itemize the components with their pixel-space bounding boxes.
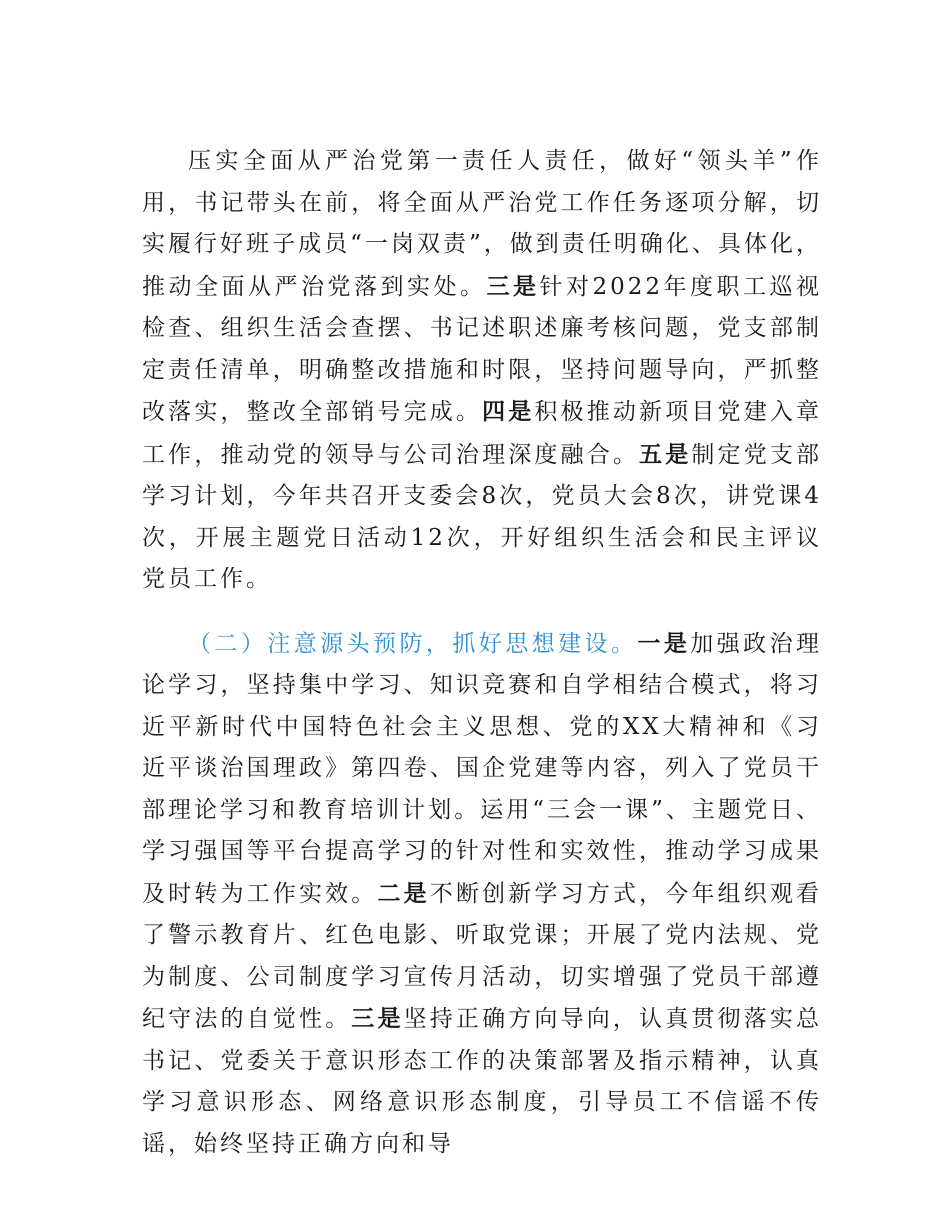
lead-marker-three: 三是 (486, 272, 540, 300)
sentence-text: 不断创新学习方式，今年组织观看了警示教育片、红色电影、听取党课；开展了党内法规、党为制度、公司制度学习宣传月活动，切实增强了党员干部遵纪守法的自觉性。 (142, 880, 823, 1032)
paragraph-responsibility (142, 141, 822, 601)
sentence-text: 压实全面从严治党第一责任人责任，做好“领头羊”作用，书记带头在前，将全面从严治党工作任务逐项分解，切实履行好班子成员“一岗双责”，做到责任明确化、具体化，推动全面从严治党落到实处。 (142, 148, 822, 300)
lead-marker-two: 二是 (377, 879, 430, 907)
lead-marker-one: 一是 (637, 629, 691, 657)
lead-marker-three: 三是 (351, 1005, 404, 1032)
sentence-text: 积极推动新项目党建入章工作，推动党的领导与公司治理深度融合。 (142, 399, 823, 468)
section-heading: （二）注意源头预防，抓好思想建设。 (188, 630, 638, 657)
sentence-text: 针对2022年度职工巡视检查、组织生活会查摆、书记述职述廉考核问题，党支部制定责任清单，明确整改措施和时限，坚持问题导向，严抓整改落实，整改全部销号完成。 (142, 273, 823, 425)
paragraph-ideological-building (142, 623, 822, 1166)
lead-marker-four: 四是 (482, 398, 535, 425)
sentence-text: 制定党支部学习计划，今年共召开支委会8次，党员大会8次，讲党课4次，开展主题党日活动12次，开好组织生活会和民主评议党员工作。 (142, 441, 823, 592)
sentence-text: 坚持正确方向导向，认真贯彻落实总书记、党委关于意识形态工作的决策部署及指示精神，认真学习意识形态、网络意识形态制度，引导员工不信谣不传谣，始终坚持正确方向和导 (142, 1006, 823, 1157)
sentence-text: 加强政治理论学习，坚持集中学习、知识竞赛和自学相结合模式，将习近平新时代中国特色社会主义思想、党的XX大精神和《习近平谈治国理政》第四卷、国企党建等内容，列入了党员干部理论学习和教育培训计划。运用“三会一课”、主题党日、学习强国等平台提高学习的针对性和实效性，推动学习成果及时转为工作实效。 (142, 630, 823, 907)
lead-marker-five: 五是 (639, 440, 692, 468)
document-body (142, 141, 822, 1165)
